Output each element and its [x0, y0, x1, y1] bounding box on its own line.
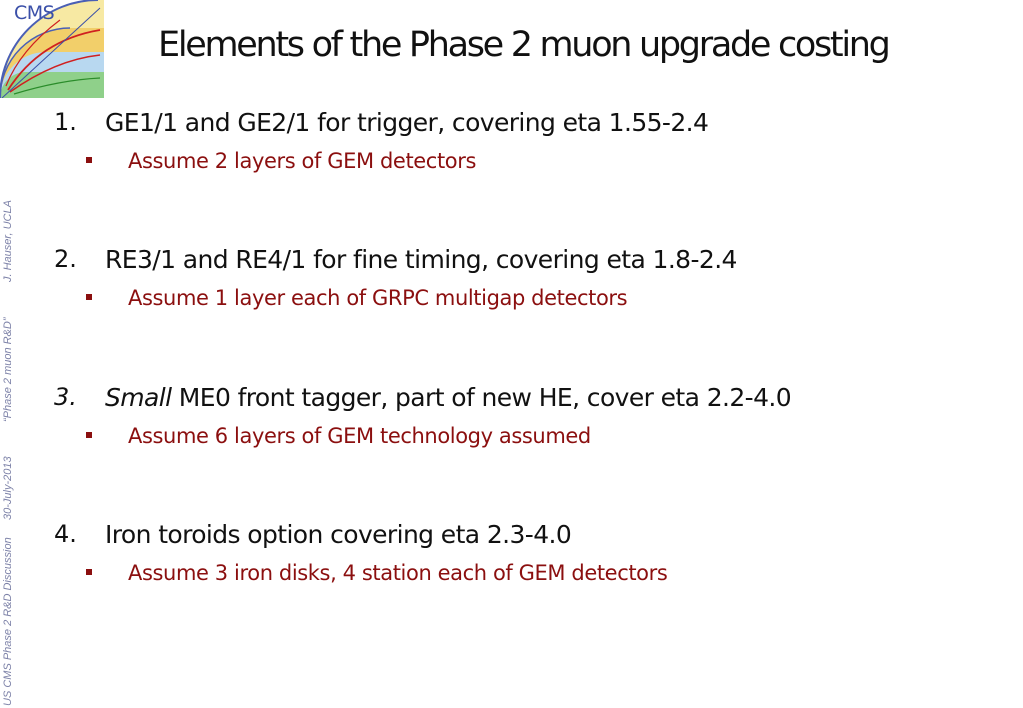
footer-event-label: US CMS Phase 2 R&D Discussion	[2, 537, 14, 706]
item-subtext: Assume 2 layers of GEM detectors	[128, 149, 477, 173]
footer-author: J. Hauser, UCLA	[2, 200, 14, 282]
square-bullet-icon	[86, 294, 92, 300]
item-text-emphasis: Small	[105, 383, 172, 412]
square-bullet-icon	[86, 157, 92, 163]
item-number: 1.	[54, 108, 77, 136]
item-text-line	[105, 383, 791, 412]
footer-date: 30-July-2013	[2, 456, 14, 520]
item-number: 2.	[54, 245, 77, 273]
square-bullet-icon	[86, 569, 92, 575]
item-subtext: Assume 3 iron disks, 4 station each of GEM detectors	[128, 561, 668, 585]
slide-title: Elements of the Phase 2 muon upgrade costing	[158, 25, 889, 65]
item-text: Iron toroids option covering eta 2.3-4.0	[105, 520, 572, 549]
cms-logo-text: CMS	[14, 2, 55, 24]
item-number: 3.	[54, 383, 77, 411]
item-text: ME0 front tagger, part of new HE, cover eta 2.2-4.0	[171, 383, 792, 412]
item-text: RE3/1 and RE4/1 for fine timing, covering eta 1.8-2.4	[105, 245, 737, 274]
item-number: 4.	[54, 520, 77, 548]
item-text: GE1/1 and GE2/1 for trigger, covering eta 1.55-2.4	[105, 108, 709, 137]
item-subtext: Assume 6 layers of GEM technology assumed	[128, 424, 591, 448]
footer-talk-title: “Phase 2 muon R&D”	[2, 317, 14, 422]
square-bullet-icon	[86, 432, 92, 438]
item-subtext: Assume 1 layer each of GRPC multigap detectors	[128, 286, 628, 310]
